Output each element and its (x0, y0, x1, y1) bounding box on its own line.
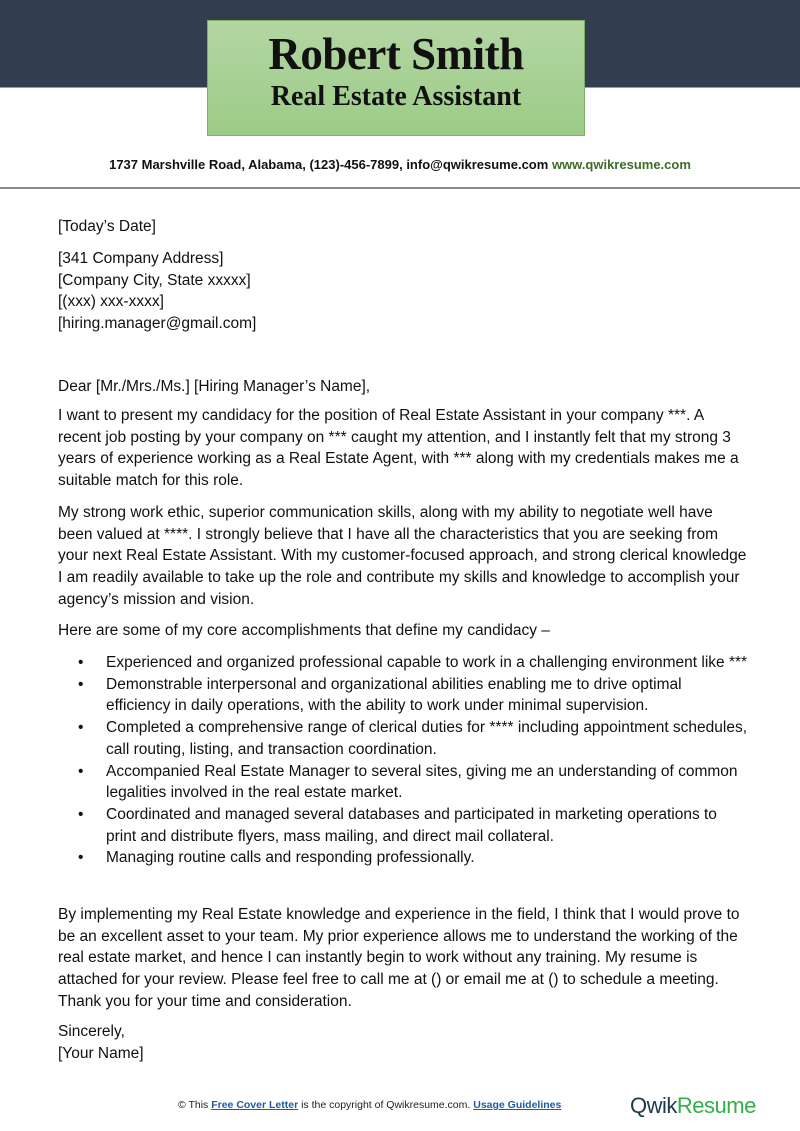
footer-text: © This (178, 1099, 212, 1111)
address-block (58, 248, 748, 335)
free-cover-letter-link[interactable]: Free Cover Letter (211, 1099, 299, 1111)
list-item: • Completed a comprehensive range of clerical duties for **** including appointment schedules, call routing, listing, and transaction coordination. (58, 717, 748, 760)
address-line: [Company City, State xxxxx] (58, 271, 251, 289)
list-item: • Accompanied Real Estate Manager to several sites, giving me an understanding of common legalities involved in the real estate market. (58, 761, 748, 804)
contact-line (0, 157, 800, 172)
list-item: • Coordinated and managed several databases and participated in marketing operations to print and distribute flyers, mass mailing, and direct mail collateral. (58, 804, 748, 847)
closing (58, 1021, 748, 1064)
paragraph-1: I want to present my candidacy for the position of Real Estate Assistant in your company ***. A recent job posting by your company on *** caught my attention, and I instantly felt that my strong 3 years of experience working as a Real Estate Agent, with *** along with my credentials makes me a suitable match for this role. (58, 407, 739, 490)
closing-text: Sincerely, (58, 1023, 125, 1040)
date: [Today’s Date] (58, 218, 156, 235)
address-line: [(xxx) xxx-xxxx] (58, 293, 164, 311)
applicant-name: Robert Smith (268, 29, 524, 79)
website-link[interactable]: www.qwikresume.com (551, 157, 691, 172)
qwikresume-logo (630, 1093, 756, 1119)
list-item: • Experienced and organized professional capable to work in a challenging environment like *** (58, 652, 748, 674)
logo-text: Qwik (630, 1093, 677, 1118)
accomplishments-list (58, 652, 748, 869)
list-item: • Managing routine calls and responding professionally. (58, 847, 748, 869)
paragraph-2: My strong work ethic, superior communication skills, along with my ability to negotiate well have been valued at ****. I strongly believe that I have all the characteristics that you are seeking from your next Real Estate Assistant. With my customer-focused approach, and strong clerical knowledge I am readily available to take up the role and contribute my skills and knowledge to accomplish your agency’s mission and vision. (58, 504, 747, 608)
paragraph-3: By implementing my Real Estate knowledge and experience in the field, I think that I would prove to be an excellent asset to your team. My prior experience allows me to understand the working of the real estate market, and hence I can instantly begin to work without any training. My resume is attached for your review. Please feel free to call me at () or email me at () to schedule a meeting. Thank you for your time and consideration. (58, 906, 740, 1010)
contact-info: 1737 Marshville Road, Alabama, (123)-456-7899, info@qwikresume.com (109, 157, 549, 172)
address-line: [341 Company Address] (58, 250, 224, 267)
address-line: [hiring.manager@gmail.com] (58, 315, 257, 333)
salutation: Dear [Mr./Mrs./Ms.] [Hiring Manager’s Name], (58, 378, 371, 395)
accomplishments-intro: Here are some of my core accomplishments that define my candidacy – (58, 622, 550, 639)
logo-text: Resume (676, 1093, 756, 1118)
usage-guidelines-link[interactable]: Usage Guidelines (473, 1099, 562, 1111)
name-box (207, 20, 585, 136)
list-item: • Demonstrable interpersonal and organizational abilities enabling me to drive optimal efficiency in daily operations, with the ability to work under minimal supervision. (58, 674, 748, 717)
footer-text: is the copyright of Qwikresume.com. (298, 1099, 474, 1111)
job-title: Real Estate Assistant (270, 81, 522, 112)
divider (0, 187, 800, 189)
footer-copyright (178, 1099, 561, 1111)
signature: [Your Name] (58, 1044, 144, 1062)
